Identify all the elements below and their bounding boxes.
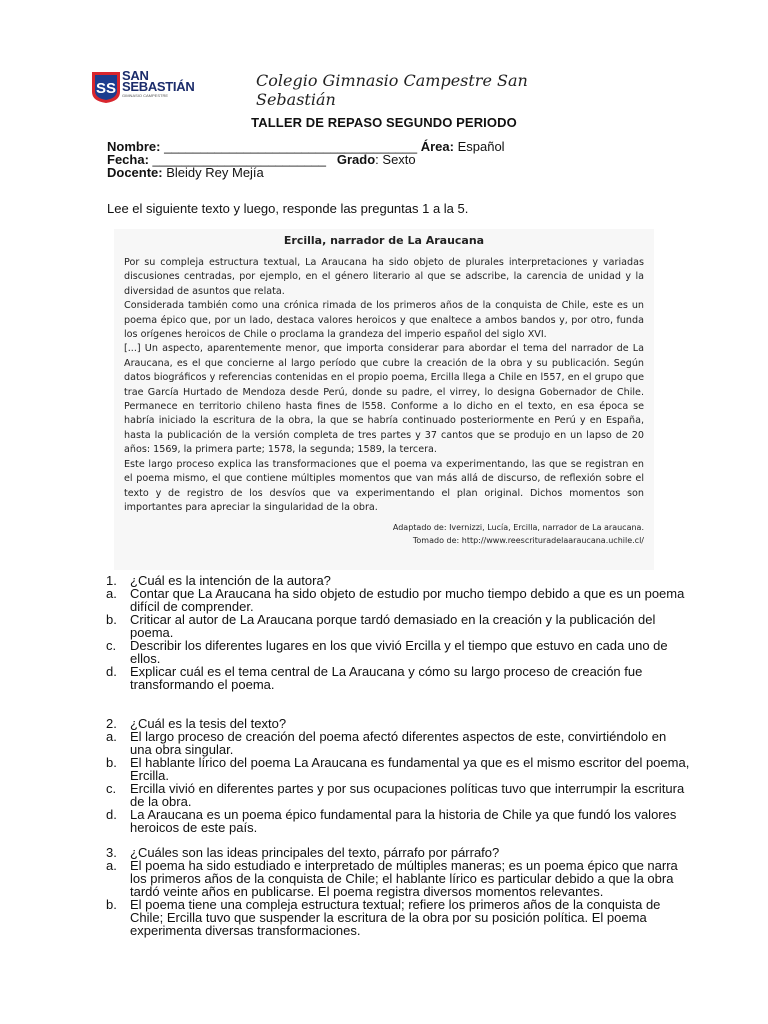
logo-subtext: GIMNASIO CAMPESTRE — [122, 93, 169, 98]
option-text: Explicar cuál es el tema central de La Araucana y cómo su largo proceso de creación fue transformando el poema. — [130, 664, 643, 692]
excerpt-box — [114, 229, 654, 570]
excerpt-paragraph-2: Considerada también como una crónica rimada de los primeros años de la conquista de Chile, este es un poema épico que, por un lado, destaca valores heroicos y que enaltece a ambos bandos y, por otro, funda los orígenes heroicos de Chile o proclama la grandeza del imperio español del siglo XVI. — [124, 300, 644, 341]
option-label: a. — [106, 586, 117, 601]
option-text: Contar que La Araucana ha sido objeto de estudio por mucho tiempo debido a que es un poema difícil de comprender. — [130, 586, 685, 614]
fecha-blank: ________________________ — [148, 152, 337, 167]
option-text: El hablante lírico del poema La Araucana es fundamental ya que es el mismo escritor del poema, Ercilla. — [130, 755, 690, 783]
svg-text:SS: SS — [95, 80, 117, 97]
option-text: La Araucana es un poema épico fundamental para la historia de Chile ya que fundó los valores heroicos de este país. — [130, 807, 677, 835]
area-label: Área: — [420, 139, 454, 154]
question-2 — [106, 716, 690, 835]
nombre-label: Nombre: — [107, 139, 161, 154]
option-label: b. — [106, 612, 117, 627]
instruction: Lee el siguiente texto y luego, responde las preguntas 1 a la 5. — [107, 201, 469, 216]
logo-wordmark — [122, 70, 194, 98]
option-label: c. — [106, 638, 117, 653]
option-text: El largo proceso de creación del poema afectó diferentes aspectos de este, convirtiéndolo en una obra singular. — [130, 729, 667, 757]
option-text: El poema ha sido estudiado e interpretado de múltiples maneras; es un poema épico que narra los primeros años de la conquista de Chile; el hablante lírico es particular debido a que la obra tardó veinte años en publicarse. El poema registra diversos momentos relevantes. — [130, 858, 678, 899]
option-label: a. — [106, 858, 117, 873]
option-text: Criticar al autor de La Araucana porque tardó demasiado en la creación y la publicación del poema. — [130, 612, 656, 640]
excerpt-paragraph-1: Por su compleja estructura textual, La Araucana ha sido objeto de plurales interpretaciones y variadas discusiones centradas, por ejemplo, en el género literario al que se adscribe, la carencia de unidad y la diversidad de asuntos que relata. — [124, 257, 644, 297]
question-3 — [106, 845, 690, 938]
logo-text-2: SEBASTIÁN — [122, 79, 195, 94]
excerpt-source-2: Tomado de: http://www.reescrituradelaaraucana.uchile.cl/ — [412, 536, 644, 546]
question-1 — [106, 573, 690, 692]
question-number: 3. — [106, 845, 117, 860]
docente-label: Docente: — [107, 165, 163, 180]
option-text: Ercilla vivió en diferentes partes y por sus ocupaciones políticas tuvo que interrumpir la escritura de la obra. — [130, 781, 685, 809]
area-value: Español — [453, 139, 505, 154]
excerpt-source-1: Adaptado de: Ivernizzi, Lucía, Ercilla, narrador de La araucana. — [392, 523, 644, 533]
option-text: Describir los diferentes lugares en los que vivió Ercilla y el tiempo que estuvo en cada uno de ellos. — [130, 638, 668, 666]
question-number: 2. — [106, 716, 117, 731]
docente-row — [107, 165, 264, 180]
document-title: TALLER DE REPASO SEGUNDO PERIODO — [251, 115, 517, 130]
excerpt-title: Ercilla, narrador de La Araucana — [283, 234, 485, 247]
question-text: ¿Cuál es la intención de la autora? — [130, 573, 331, 588]
excerpt-paragraph-4: Este largo proceso explica las transformaciones que el poema va experimentando, las que se registran en el poema mismo, el que contiene múltiples momentos que van más allá de discurso, de reflexión sobre el texto y de registro de los desvíos que va experimentando el plan original. Dichos momentos son importantes para apreciar la singularidad de la obra. — [124, 458, 644, 513]
option-label: d. — [106, 664, 117, 679]
grado-label: Grado — [336, 152, 376, 167]
option-label: b. — [106, 755, 117, 770]
grado-value: : Sexto — [375, 152, 416, 167]
question-text: ¿Cuáles son las ideas principales del texto, párrafo por párrafo? — [130, 845, 500, 860]
nombre-blank: ___________________________________ — [160, 139, 421, 154]
docente-value: Bleidy Rey Mejía — [162, 165, 264, 180]
school-name: Colegio Gimnasio Campestre San Sebastián — [256, 71, 528, 109]
option-label: c. — [106, 781, 117, 796]
fecha-label: Fecha: — [107, 152, 149, 167]
logo-text-1: SAN — [122, 68, 149, 83]
question-number: 1. — [106, 573, 117, 588]
excerpt-paragraph-3: [...] Un aspecto, aparentemente menor, que importa considerar para abordar el tema del narrador de La Araucana, es el que concierne al largo período que cubre la creación de la obra y su publicación. Según datos biográficos y referencias contenidas en el propio poema, Ercilla llega a Chile en l557, en el grupo que trae García Hurtado de Mendoza desde Perú, donde su padre, el virrey, lo designa Gobernador de Chile. Permanece en territorio chileno hasta fines de l558. Conforme a lo dicho en el texto, en esa época se habría iniciado la escritura de la obra, la que se habría continuado posteriormente en Perú y en España, hasta la publicación de la versión completa de tres partes y 37 cantos que se produjo en un lapso de 20 años: 1569, la primera parte; 1578, la segunda; 1589, la tercera. — [124, 343, 644, 456]
option-label: d. — [106, 807, 117, 822]
question-text: ¿Cuál es la tesis del texto? — [130, 716, 287, 731]
excerpt-source — [124, 521, 644, 547]
option-text: El poema tiene una compleja estructura textual; refiere los primeros años de la conquista de Chile; Ercilla tuvo que suspender la escritura de la obra por su posición política. El poema experimenta diversas transformaciones. — [130, 897, 661, 938]
option-label: b. — [106, 897, 117, 912]
option-label: a. — [106, 729, 117, 744]
